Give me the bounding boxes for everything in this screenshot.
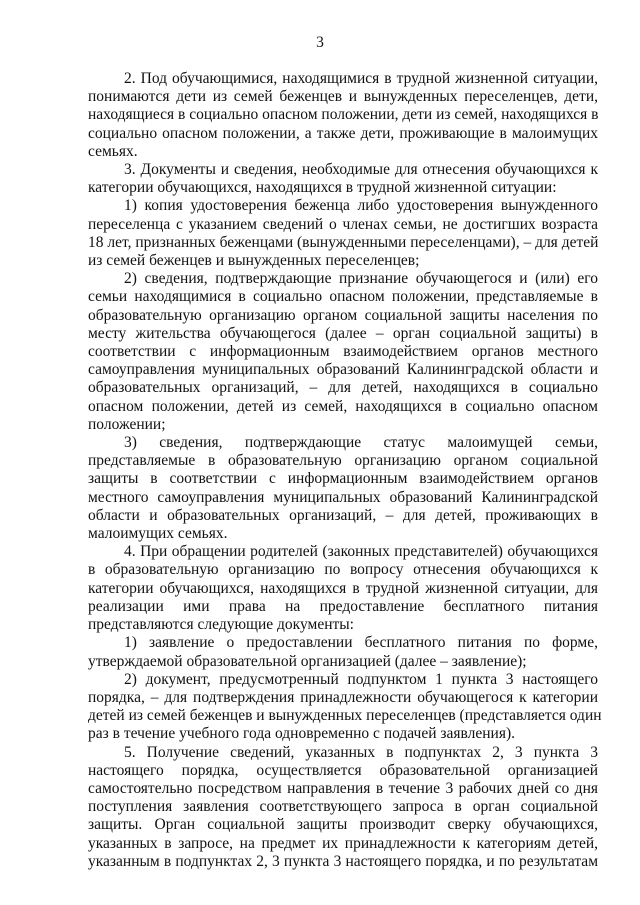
paragraph (88, 744, 598, 871)
text-line: из семей беженцев и вынужденных переселенцев; (88, 252, 420, 270)
text-line: категории обучающихся, находящихся в трудной жизненной ситуации, для (88, 579, 598, 597)
text-line: 1) заявление о предоставлении бесплатного питания по форме, (124, 634, 598, 652)
text-line: семьях. (88, 142, 138, 160)
page-number: 3 (316, 34, 324, 51)
text-line: соответствии с информационным взаимодействием органов местного (88, 343, 598, 361)
text-line: утверждаемой образовательной организацией (далее – заявление); (88, 652, 527, 670)
paragraph (88, 634, 598, 670)
text-line: местного самоуправления муниципальных образований Калининградской (88, 488, 598, 506)
text-line: 1) копия удостоверения беженца либо удостоверения вынужденного (124, 197, 598, 215)
text-line: семьи находящимися в социально опасном положении, представляемые в (88, 288, 598, 306)
text-line: 3) сведения, подтверждающие статус малоимущей семьи, (124, 434, 598, 452)
text-line: детей из семей беженцев и вынужденных переселенцев (представляется один (88, 707, 602, 725)
text-line: малоимущих семьях. (88, 525, 228, 543)
text-line: опасном положении, детей из семей, находящихся в социально опасном (88, 397, 598, 415)
paragraph (88, 670, 602, 744)
text-line: 5. Получение сведений, указанных в подпунктах 2, 3 пункта 3 (124, 743, 598, 761)
text-line: категории обучающихся, находящихся в трудной жизненной ситуации: (88, 179, 557, 197)
text-line: 18 лет, признанных беженцами (вынужденными переселенцами), – для детей (88, 233, 599, 251)
text-line: указанным в подпунктах 2, 3 пункта 3 настоящего порядка, и по результатам (88, 852, 598, 870)
text-line: месту жительства обучающегося (далее – орган социальной защиты) в (88, 324, 598, 342)
paragraph (88, 161, 598, 197)
text-line: социально опасном положении, а также дети, проживающие в малоимущих (88, 124, 598, 142)
text-line: области и образовательных организаций, – для детей, проживающих в (88, 506, 598, 524)
paragraph (88, 434, 598, 543)
text-line: переселенца с указанием сведений о членах семьи, не достигших возраста (88, 215, 598, 233)
text-line: 4. При обращении родителей (законных представителей) обучающихся (124, 543, 598, 561)
text-line: положении; (88, 415, 166, 433)
text-line: представляемые в образовательную организацию органом социальной (88, 452, 598, 470)
text-line: находящиеся в социально опасном положении, дети из семей, находящихся в (88, 106, 599, 124)
text-line: 2) документ, предусмотренный подпунктом 1 пункта 3 настоящего (124, 670, 598, 688)
paragraph (88, 197, 598, 270)
text-line: образовательную организацию органом социальной защиты населения по (88, 306, 598, 324)
text-line: представляются следующие документы: (88, 616, 354, 634)
text-line: раз в течение учебного года одновременно с подачей заявления). (88, 725, 516, 743)
paragraph (88, 270, 598, 434)
document-body (88, 70, 602, 871)
text-line: образовательных организаций, – для детей, находящихся в социально (88, 379, 598, 397)
text-line: защиты. Орган социальной защиты производит сверку обучающихся, (88, 816, 598, 834)
text-line: 2. Под обучающимися, находящимися в трудной жизненной ситуации, (124, 70, 598, 87)
text-line: поступления заявления соответствующего запроса в орган социальной (88, 798, 598, 816)
text-line: реализации ими права на предоставление бесплатного питания (88, 597, 598, 615)
text-line: самостоятельно посредством направления в течение 3 рабочих дней со дня (88, 779, 598, 797)
text-line: понимаются дети из семей беженцев и вынужденных переселенцев, дети, (88, 88, 598, 106)
text-line: указанных в запросе, на предмет их принадлежности к категориям детей, (88, 834, 598, 852)
paragraph (88, 70, 598, 161)
text-line: защиты в соответствии с информационным взаимодействием органов (88, 470, 598, 488)
text-line: в образовательную организацию по вопросу отнесения обучающихся к (88, 561, 598, 579)
text-line: порядка, – для подтверждения принадлежности обучающегося к категории (88, 688, 598, 706)
text-line: самоуправления муниципальных образований Калининградской области и (88, 361, 598, 379)
text-line: настоящего порядка, осуществляется образовательной организацией (88, 761, 598, 779)
text-line: 3. Документы и сведения, необходимые для отнесения обучающихся к (124, 161, 598, 179)
paragraph (88, 543, 598, 634)
text-line: 2) сведения, подтверждающие признание обучающегося и (или) его (124, 270, 598, 288)
